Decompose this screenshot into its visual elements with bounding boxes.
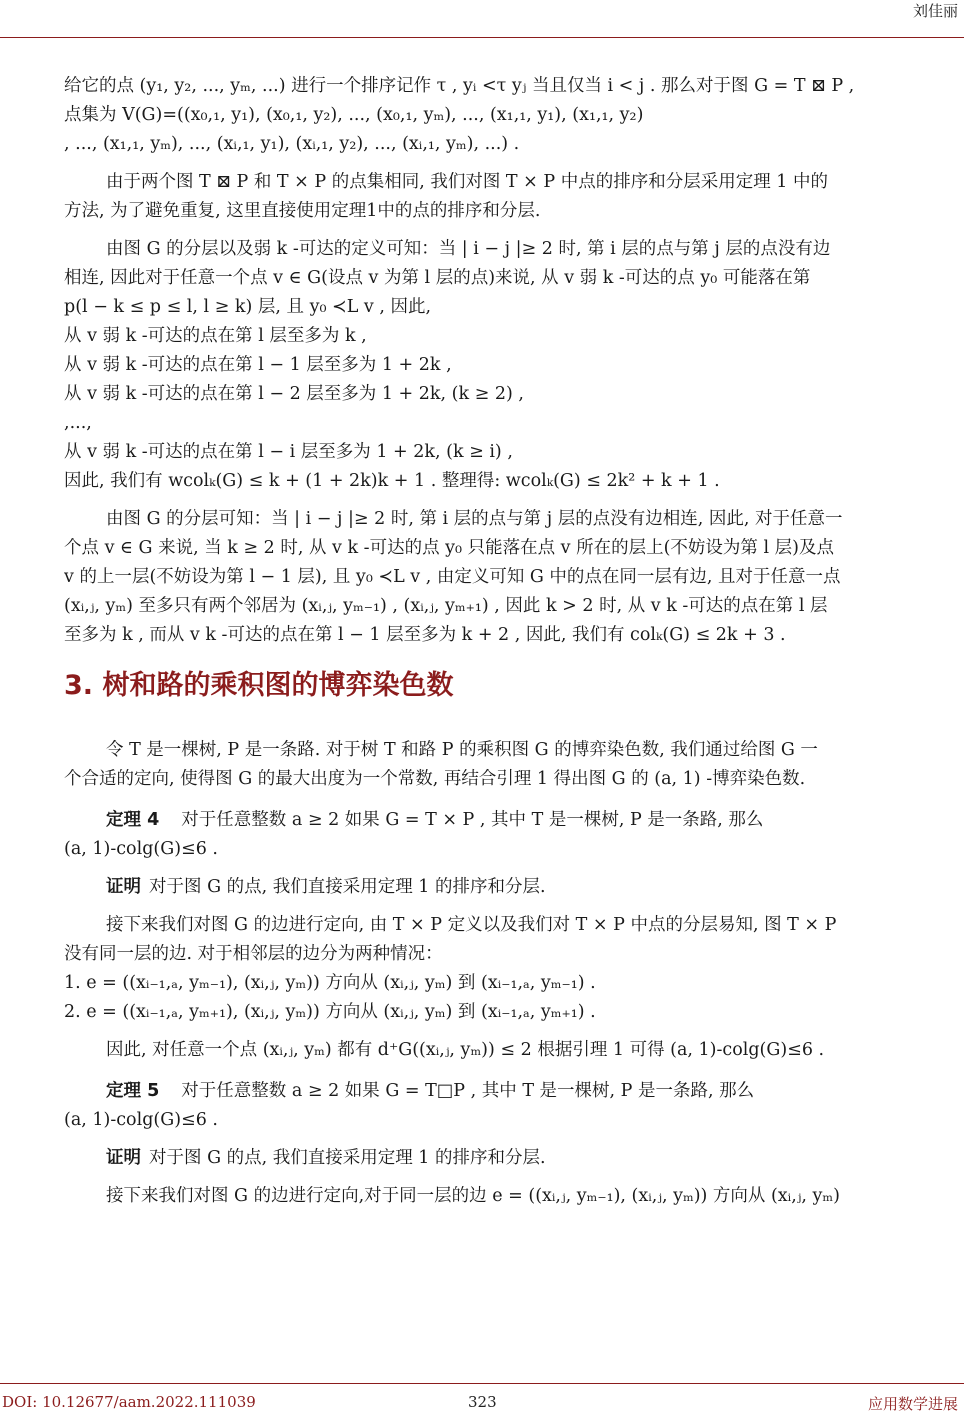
theorem-text: (a, 1)-colg(G)≤6 . xyxy=(64,1110,218,1130)
list-item: 2. e = ((xᵢ₋₁,ₐ, yₘ₊₁), (xᵢ,ⱼ, yₘ)) 方向从 (xᵢ,ⱼ, yₘ) 到 (xᵢ₋₁,ₐ, yₘ₊₁) . xyxy=(64,1002,596,1022)
theorem-text: 对于任意整数 a ≥ 2 如果 G = T□P , 其中 T 是一棵树, P 是一条路, 那么 xyxy=(181,1081,755,1101)
journal-name: 应用数学进展 xyxy=(867,1395,958,1413)
paragraph-line: 令 T 是一棵树, P 是一条路. 对于树 T 和路 P 的乘积图 G 的博弈染色数, 我们通过给图 G 一 xyxy=(106,740,818,760)
paragraph-line: p(l − k ≤ p ≤ l, l ≥ k) 层, 且 y₀ ≺L v , 因此, xyxy=(64,297,432,317)
proof-text: 对于图 G 的点, 我们直接采用定理 1 的排序和分层. xyxy=(149,877,546,897)
text-line: , ..., (x₁,₁, yₘ), ..., (xᵢ,₁, y₁), (xᵢ,₁, y₂), ..., (xᵢ,₁, yₘ), ...) . xyxy=(64,134,520,154)
doi-link[interactable]: DOI: 10.12677/aam.2022.111039 xyxy=(2,1393,256,1411)
paragraph-line: 方法, 为了避免重复, 这里直接使用定理1中的点的排序和分层. xyxy=(64,201,541,221)
theorem-label: 定理 4 xyxy=(106,810,160,830)
theorem-text: 对于任意整数 a ≥ 2 如果 G = T × P , 其中 T 是一棵树, P 是一条路, 那么 xyxy=(181,810,764,830)
paragraph-line: v 的上一层(不妨设为第 l − 1 层), 且 y₀ ≺L v , 由定义可知 G 中的点在同一层有边, 且对于任意一点 xyxy=(64,567,841,587)
paragraph-line: 接下来我们对图 G 的边进行定向,对于同一层的边 e = ((xᵢ,ⱼ, yₘ₋₁), (xᵢ,ⱼ, yₘ)) 方向从 (xᵢ,ⱼ, yₘ) xyxy=(106,1186,840,1206)
paragraph-line: 个点 v ∈ G 来说, 当 k ≥ 2 时, 从 v k -可达的点 y₀ 只能落在点 v 所在的层上(不妨设为第 l 层)及点 xyxy=(64,538,834,558)
paragraph-line: 至多为 k , 而从 v k -可达的点在第 l − 1 层至多为 k + 2 , 因此, 我们有 colₖ(G) ≤ 2k + 3 . xyxy=(64,625,786,645)
text-line: 点集为 V(G)=((x₀,₁, y₁), (x₀,₁, y₂), ..., (x₀,₁, yₘ), ..., (x₁,₁, y₁), (x₁,₁, y₂) xyxy=(64,105,644,125)
text-line: 给它的点 (y₁, y₂, ..., yₘ, ...) 进行一个排序记作 τ , yᵢ <τ yⱼ 当且仅当 i < j . 那么对于图 G = T ⊠ P , xyxy=(64,76,855,96)
paragraph-line: 由于两个图 T ⊠ P 和 T × P 的点集相同, 我们对图 T × P 中点的排序和分层采用定理 1 中的 xyxy=(106,172,828,192)
paragraph-line: 相连, 因此对于任意一个点 v ∈ G(设点 v 为第 l 层的点)来说, 从 v 弱 k -可达的点 y₀ 可能落在第 xyxy=(64,268,811,288)
header-author: 刘佳丽 xyxy=(912,2,958,20)
paragraph-line: 接下来我们对图 G 的边进行定向, 由 T × P 定义以及我们对 T × P 中点的分层易知, 图 T × P xyxy=(106,915,837,935)
paragraph-line: 因此, 我们有 wcolₖ(G) ≤ k + (1 + 2k)k + 1 . 整理得: wcolₖ(G) ≤ 2k² + k + 1 . xyxy=(64,471,720,491)
paragraph-line: 个合适的定向, 使得图 G 的最大出度为一个常数, 再结合引理 1 得出图 G 的 (a, 1) -博弈染色数. xyxy=(64,769,806,789)
section-heading: 3. 树和路的乘积图的博弈染色数 xyxy=(64,670,454,701)
footer-rule xyxy=(0,1383,964,1384)
paragraph-line: 从 v 弱 k -可达的点在第 l 层至多为 k , xyxy=(64,326,367,346)
proof-label: 证明 xyxy=(106,877,141,897)
page-number: 323 xyxy=(468,1393,497,1411)
theorem-text: (a, 1)-colg(G)≤6 . xyxy=(64,839,218,859)
paragraph-line: 没有同一层的边. 对于相邻层的边分为两种情况： xyxy=(64,944,443,964)
header-rule xyxy=(0,37,964,38)
proof-label: 证明 xyxy=(106,1148,141,1168)
paragraph-line: 从 v 弱 k -可达的点在第 l − i 层至多为 1 + 2k, (k ≥ i) , xyxy=(64,442,513,462)
proof-5 xyxy=(64,1144,962,1173)
proof-text: 对于图 G 的点, 我们直接采用定理 1 的排序和分层. xyxy=(149,1148,546,1168)
theorem-4 xyxy=(64,806,962,835)
paragraph-line: 从 v 弱 k -可达的点在第 l − 2 层至多为 1 + 2k, (k ≥ 2) , xyxy=(64,384,524,404)
paragraph-line: ,..., xyxy=(64,413,92,433)
paragraph-line: 由图 G 的分层以及弱 k -可达的定义可知：当 | i − j |≥ 2 时, 第 i 层的点与第 j 层的点没有边 xyxy=(106,239,831,259)
paragraph-line: 因此, 对任意一个点 (xᵢ,ⱼ, yₘ) 都有 d⁺G((xᵢ,ⱼ, yₘ)) ≤ 2 根据引理 1 可得 (a, 1)-colg(G)≤6 . xyxy=(106,1040,825,1060)
paragraph-line: 从 v 弱 k -可达的点在第 l − 1 层至多为 1 + 2k , xyxy=(64,355,452,375)
theorem-label: 定理 5 xyxy=(106,1081,160,1101)
article-body xyxy=(64,72,962,1211)
proof-4 xyxy=(64,873,962,902)
paragraph-line: 由图 G 的分层可知：当 | i − j |≥ 2 时, 第 i 层的点与第 j 层的点没有边相连, 因此, 对于任意一 xyxy=(106,509,843,529)
list-item: 1. e = ((xᵢ₋₁,ₐ, yₘ₋₁), (xᵢ,ⱼ, yₘ)) 方向从 (xᵢ,ⱼ, yₘ) 到 (xᵢ₋₁,ₐ, yₘ₋₁) . xyxy=(64,973,596,993)
paragraph-line: (xᵢ,ⱼ, yₘ) 至多只有两个邻居为 (xᵢ,ⱼ, yₘ₋₁) , (xᵢ,ⱼ, yₘ₊₁) , 因此 k > 2 时, 从 v k -可达的点在第 l 层 xyxy=(64,596,828,616)
theorem-5 xyxy=(64,1077,962,1106)
